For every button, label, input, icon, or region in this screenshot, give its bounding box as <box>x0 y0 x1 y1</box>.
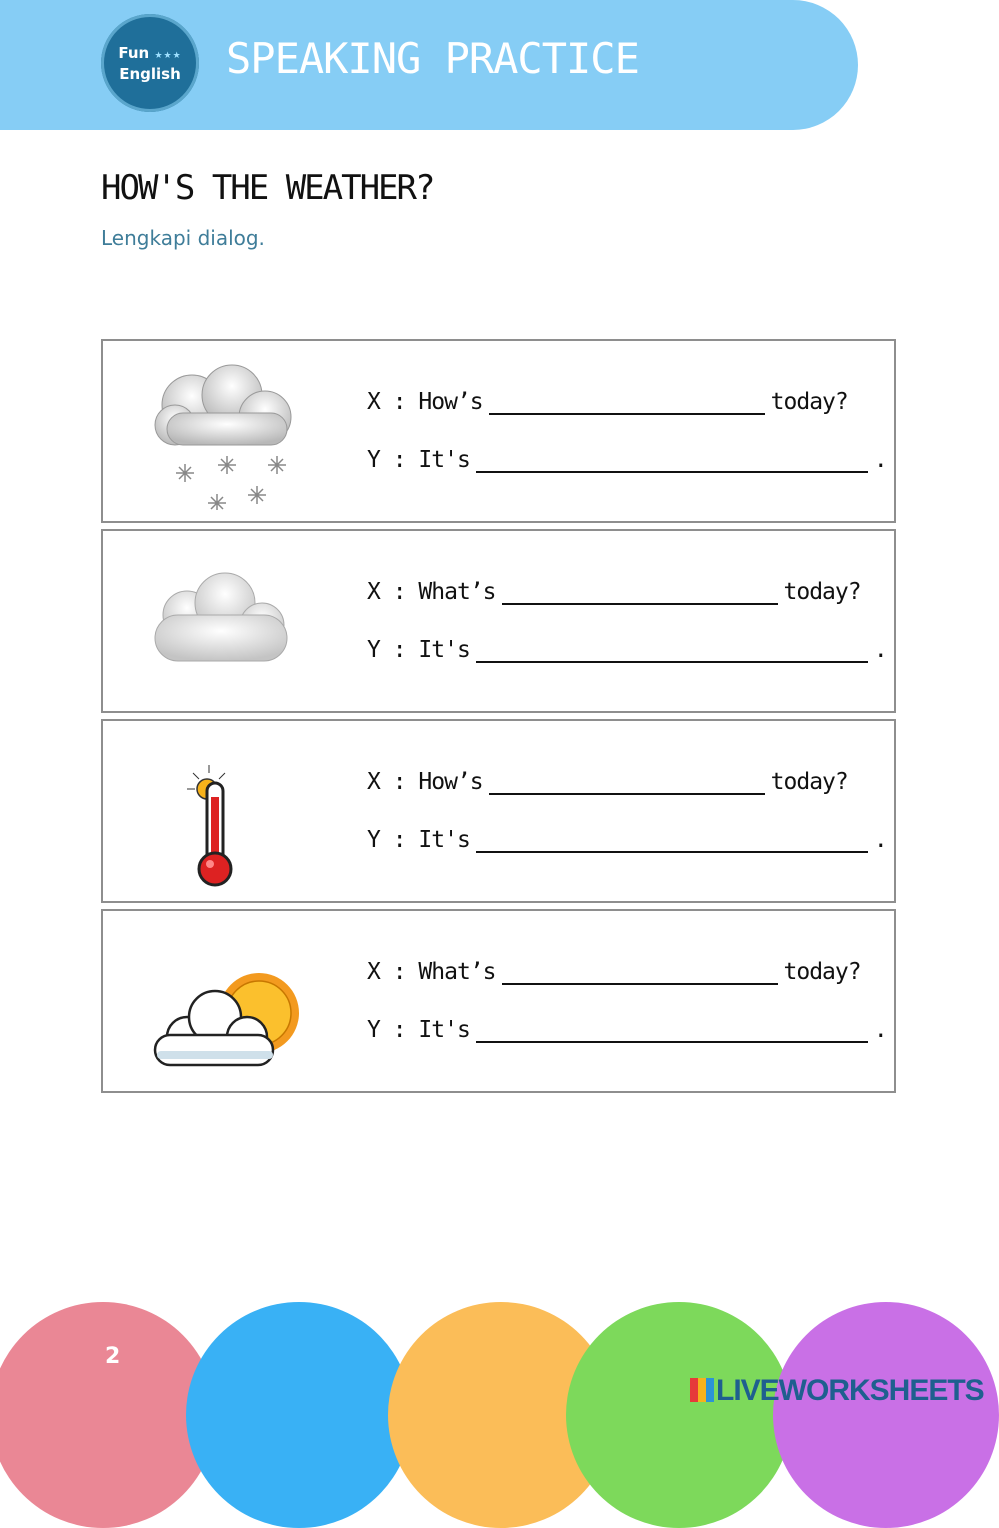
answer-blank[interactable] <box>476 451 868 473</box>
question-line: X : What’s today? <box>367 959 861 985</box>
sun-behind-cloud-icon <box>147 925 307 1080</box>
dialog-card-2 <box>101 529 896 713</box>
footer-circle-purple <box>773 1302 999 1528</box>
dialog-card-1 <box>101 339 896 523</box>
fun-english-logo: Fun ★★★ English <box>101 14 199 112</box>
answer-blank[interactable] <box>476 1021 868 1043</box>
page-number: 2 <box>105 1344 121 1369</box>
answer-line: Y : It's . <box>367 1017 887 1043</box>
question-line: X : How’s today? <box>367 389 848 415</box>
dialog-card-3 <box>101 719 896 903</box>
instruction-text: Lengkapi dialog. <box>101 226 265 250</box>
footer-circle-green <box>566 1302 792 1528</box>
snowy-cloud-icon <box>147 355 307 510</box>
answer-blank[interactable] <box>489 393 765 415</box>
question-line: X : What’s today? <box>367 579 861 605</box>
answer-blank[interactable] <box>502 583 778 605</box>
dialog-card-4 <box>101 909 896 1093</box>
answer-line: Y : It's . <box>367 827 887 853</box>
liveworksheets-mark-icon <box>690 1378 714 1402</box>
page-title: SPEAKING PRACTICE <box>226 34 639 83</box>
footer-circle-pink <box>0 1302 216 1528</box>
answer-blank[interactable] <box>476 831 868 853</box>
answer-blank[interactable] <box>489 773 765 795</box>
footer-circle-blue <box>186 1302 412 1528</box>
hot-thermometer-icon <box>147 735 307 890</box>
section-heading: HOW'S THE WEATHER? <box>101 168 434 208</box>
cloud-icon <box>147 545 307 700</box>
question-line: X : How’s today? <box>367 769 848 795</box>
answer-blank[interactable] <box>502 963 778 985</box>
answer-line: Y : It's . <box>367 637 887 663</box>
liveworksheets-logo[interactable]: LIVEWORKSHEETS <box>690 1374 984 1408</box>
answer-blank[interactable] <box>476 641 868 663</box>
answer-line: Y : It's . <box>367 447 887 473</box>
